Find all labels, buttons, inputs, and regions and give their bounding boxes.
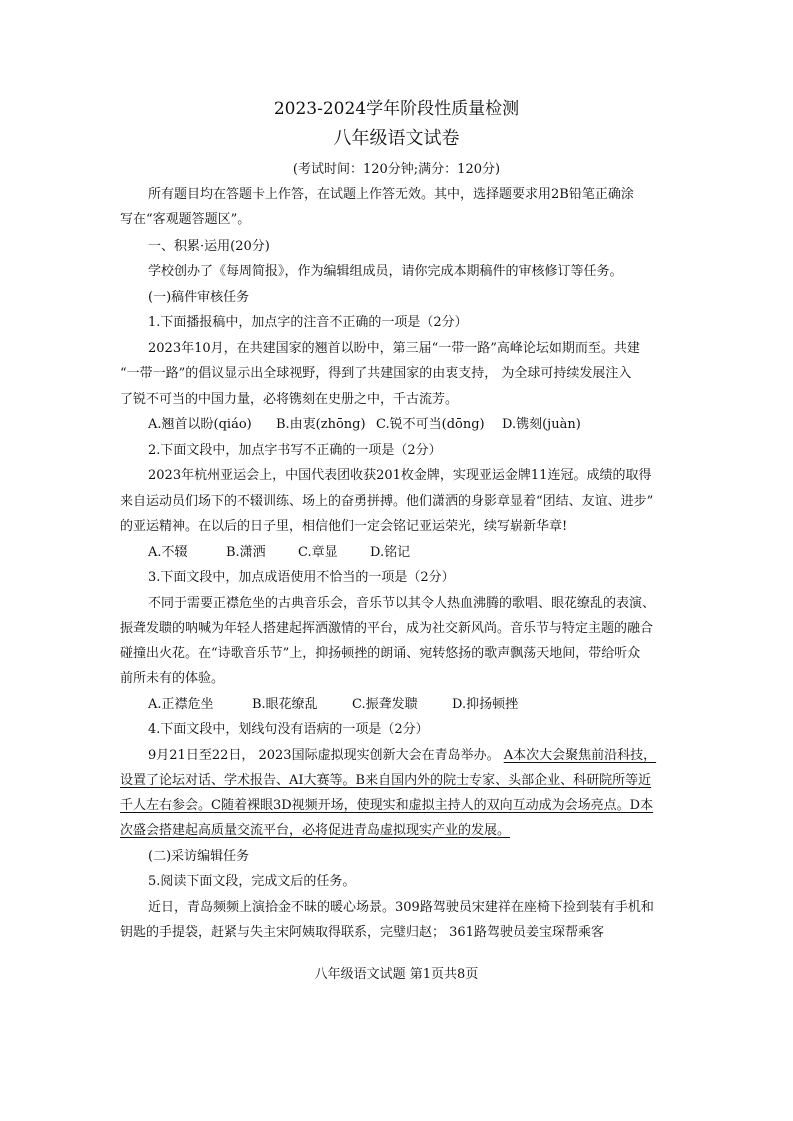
option-b: B.由衷(zhōng) (276, 417, 366, 432)
question-stem: 2.下面文段中，加点字书写不正确的一项是（2分） (148, 443, 442, 458)
question-stem: 4.下面文段中，划线句没有语病的一项是（2分） (148, 722, 429, 737)
passage-line: 不同于需要正襟危坐的古典音乐会，音乐节以其令人热血沸腾的歌唱、眼花缭乱的表演、 (148, 596, 656, 611)
passage-line (148, 748, 656, 764)
passage-plain-text: 9月21日至22日， 2023国际虚拟现实创新大会在青岛举办。 (148, 748, 504, 763)
page-footer: 八年级语文试题 第1页共8页 (314, 967, 479, 982)
option-d: D.抑扬顿挫 (452, 697, 519, 712)
passage-line: “一带一路”的倡议显示出全球视野，得到了共建国家的由衷支持， 为全球可持续发展注入 (120, 366, 632, 381)
underlined-sentence-a: A本次大会聚焦前沿科技， (503, 748, 657, 763)
option-a: A.不辍 (148, 545, 188, 560)
underlined-passage-line: 设置了论坛对话、学术报告、AI大赛等。B来自国内外的院士专家、头部企业、科研院所等近 (120, 773, 652, 788)
option-b: B.眼花缭乱 (252, 697, 318, 712)
option-b: B.潇洒 (226, 545, 266, 560)
option-c: C.章显 (298, 545, 338, 560)
section-intro: 学校创办了《每周简报》，作为编辑组成员，请你完成本期稿件的审核修订等任务。 (148, 264, 623, 279)
section-heading: 一、积累·运用(20分) (148, 239, 270, 254)
part-heading: (二)采访编辑任务 (148, 849, 250, 864)
exam-title: 2023-2024学年阶段性质量检测 (273, 99, 520, 119)
passage-line: 钥匙的手提袋，赶紧与失主宋阿姨取得联系，完璧归赵； 361路驾驶员姜宝琛帮乘客 (120, 925, 604, 940)
option-c: C.锐不可当(dōng) (376, 417, 485, 432)
question-stem: 1.下面播报稿中，加点字的注音不正确的一项是（2分） (148, 315, 468, 330)
instruction-line: 写在“客观题答题区”。 (120, 212, 251, 227)
instruction-line: 所有题目均在答题卡上作答，在试题上作答无效。其中，选择题要求用2B铅笔正确涂 (148, 187, 634, 202)
passage-line: 2023年杭州亚运会上，中国代表团收获201枚金牌，实现亚运金牌11连冠。成绩的取得 (148, 468, 652, 483)
option-d: D.铭记 (370, 545, 411, 560)
passage-line: 2023年10月，在共建国家的翘首以盼中，第三届“一带一路”高峰论坛如期而至。共建 (148, 341, 640, 356)
underlined-passage-line: 千人左右参会。C随着裸眼3D视频开场，使现实和虚拟主持人的双向互动成为会场亮点。D本 (120, 798, 654, 813)
underlined-passage-line: 次盛会搭建起高质量交流平台，必将促进青岛虚拟现实产业的发展。 (120, 823, 511, 838)
passage-line: 前所未有的体验。 (120, 671, 225, 686)
option-c: C.振聋发聩 (352, 697, 418, 712)
passage-line: 来自运动员们场下的不辍训练、场上的奋勇拼搏。他们潇洒的身影章显着“团结、友谊、进步” (120, 494, 654, 509)
part-heading: (一)稿件审核任务 (148, 290, 250, 305)
option-a: A.翘首以盼(qiáo) (148, 417, 252, 432)
option-a: A.正襟危坐 (148, 697, 214, 712)
passage-line: 碰撞出火花。在“诗歌音乐节”上，抑扬顿挫的朗诵、宛转悠扬的歌声飘荡天地间，带给听众 (120, 646, 641, 661)
question-stem: 3.下面文段中，加点成语使用不恰当的一项是（2分） (148, 570, 455, 585)
option-d: D.镌刻(juàn) (502, 417, 581, 432)
passage-line: 的亚运精神。在以后的日子里，相信他们一定会铭记亚运荣光，续写崭新华章! (120, 519, 568, 534)
exam-subtitle: 八年级语文试卷 (333, 128, 460, 149)
passage-line: 振聋发聩的呐喊为年轻人搭建起挥洒激情的平台，成为社交新风尚。音乐节与特定主题的融合 (120, 621, 654, 636)
exam-info: (考试时间：120分钟;满分：120分) (292, 162, 501, 177)
passage-line: 近日，青岛频频上演拾金不昧的暖心场景。309路驾驶员宋建祥在座椅下捡到装有手机和 (148, 900, 654, 915)
question-stem: 5.阅读下面文段，完成文后的任务。 (148, 874, 356, 889)
passage-line: 了锐不可当的中国力量，必将镌刻在史册之中，千古流芳。 (120, 392, 459, 407)
